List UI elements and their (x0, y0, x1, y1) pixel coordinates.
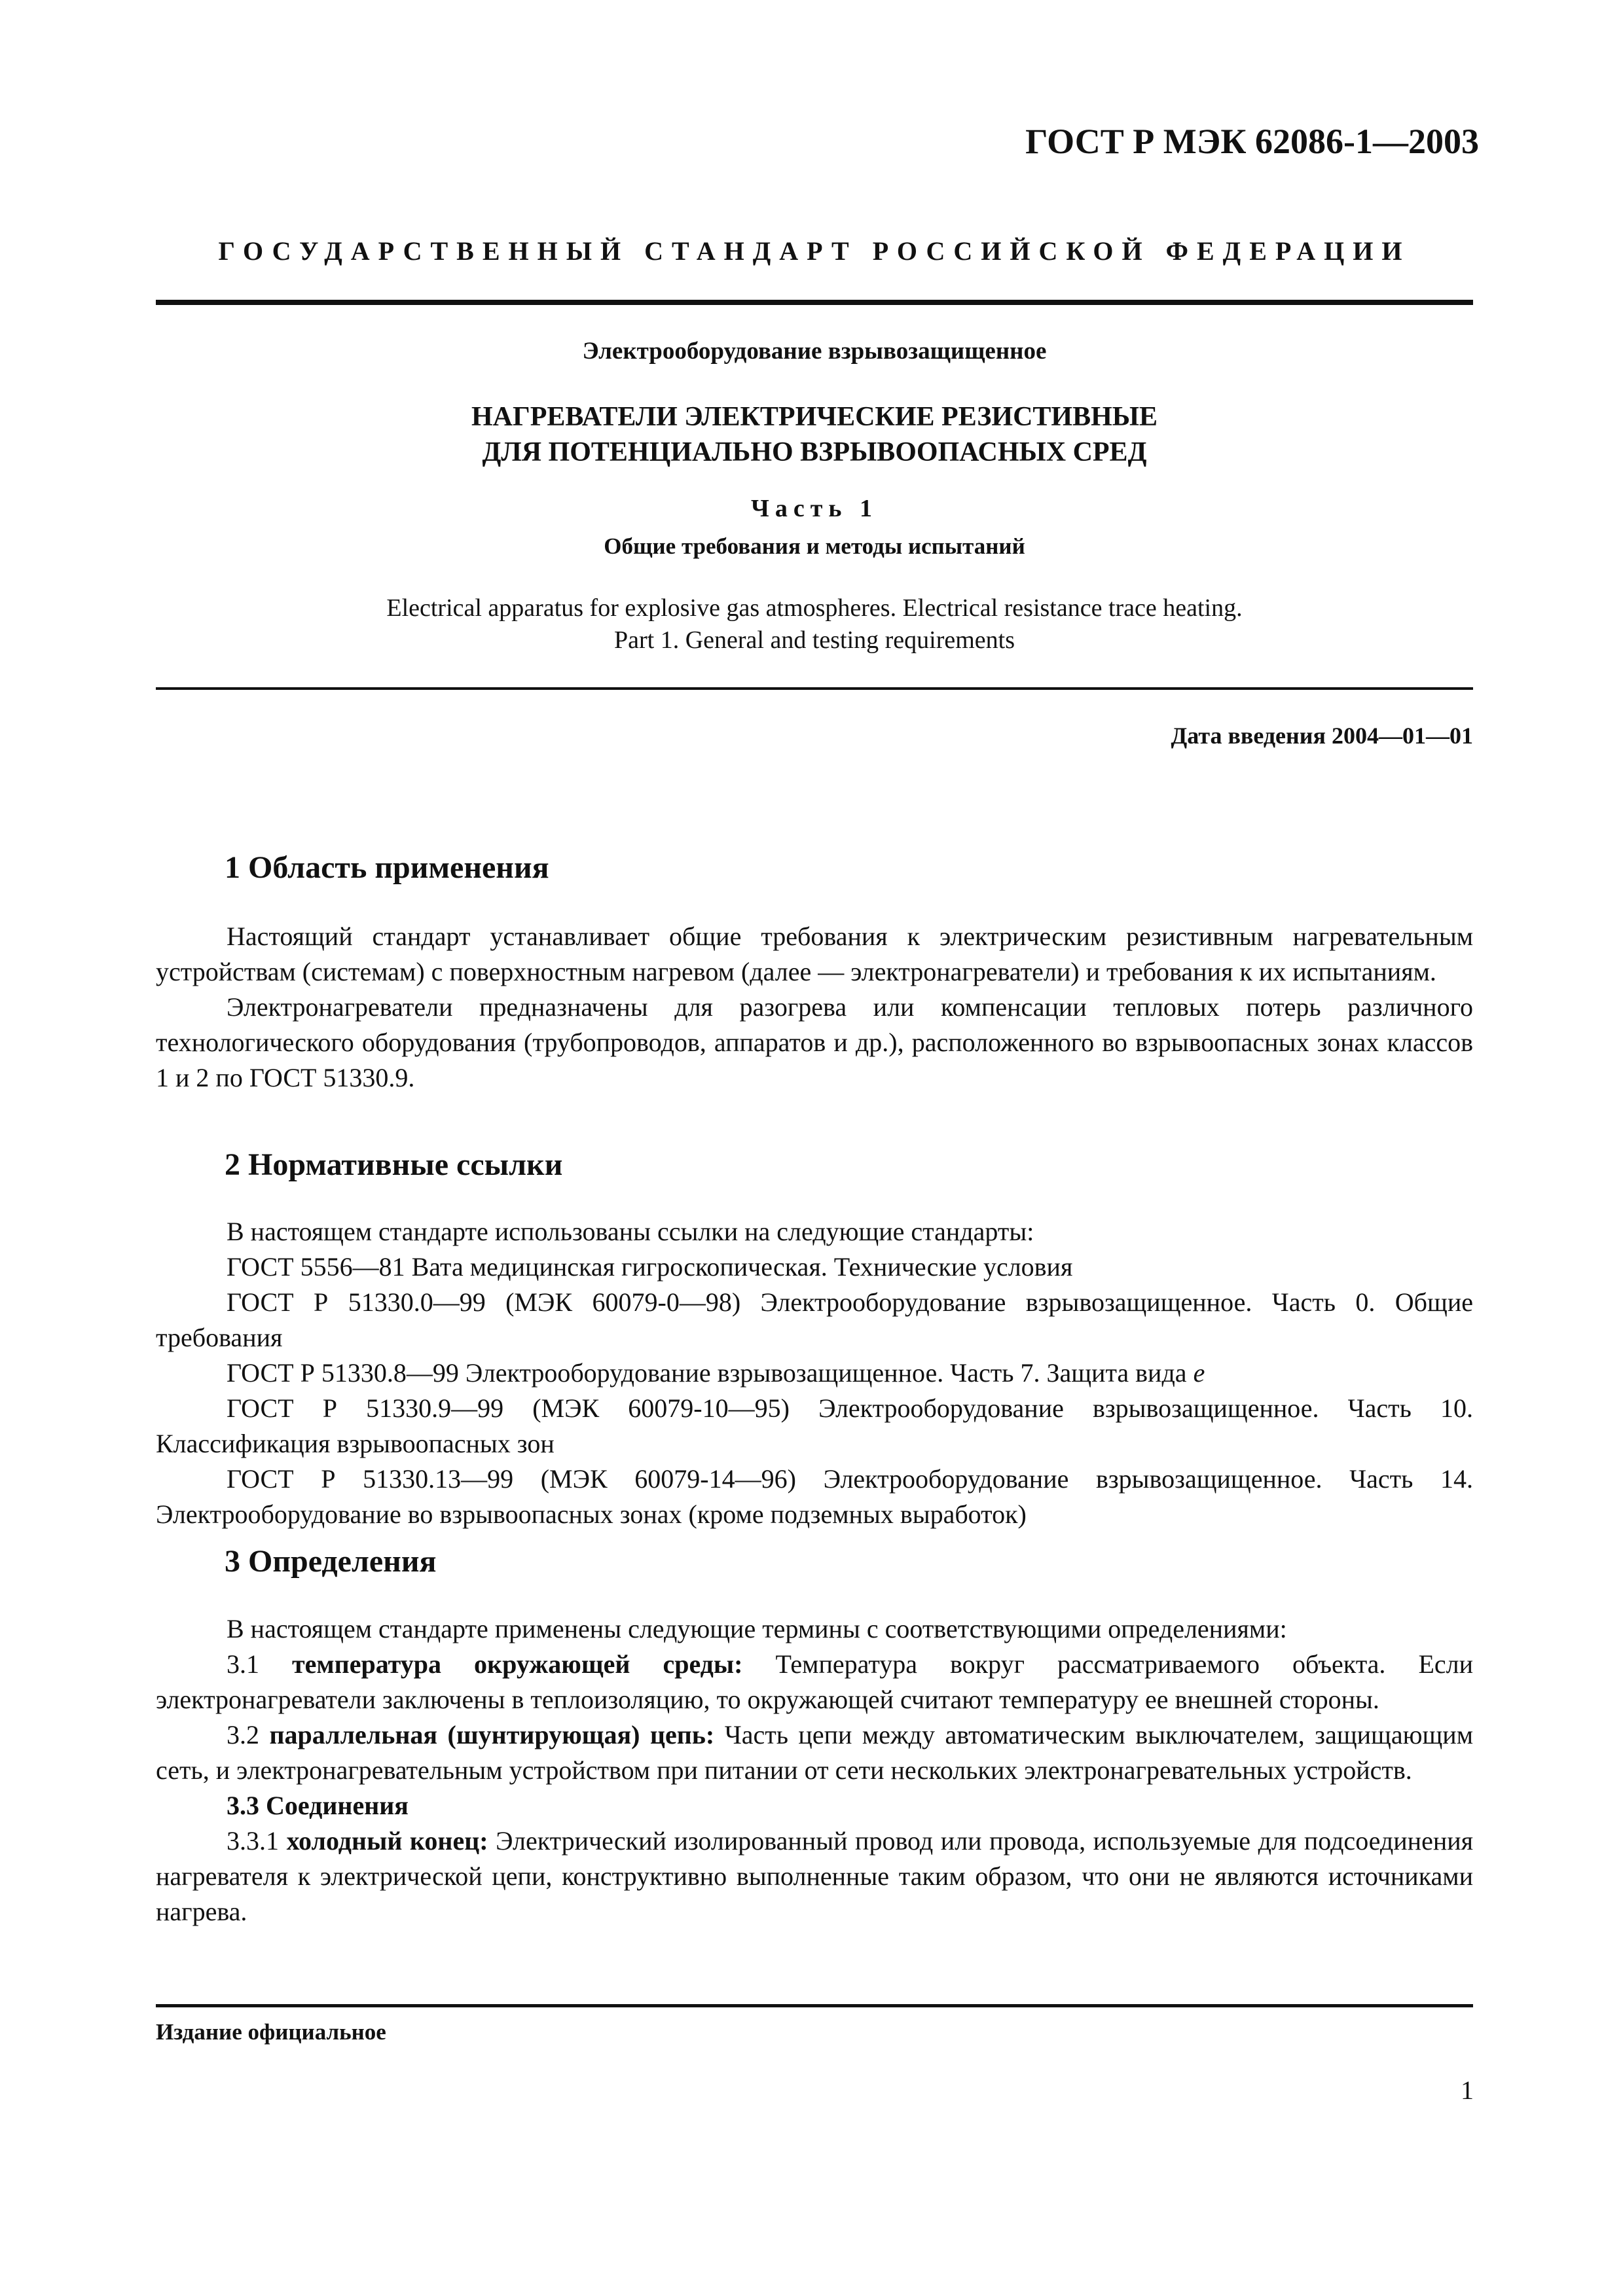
definition-3-3-1 (156, 1823, 1473, 1929)
document-id: ГОСТ Р МЭК 62086-1—2003 (1025, 122, 1479, 161)
state-standard-heading: ГОСУДАРСТВЕННЫЙ СТАНДАРТ РОССИЙСКОЙ ФЕДЕРАЦИИ (218, 236, 1411, 266)
definition-text: Часть цепи между автоматическим выключателем, защищающим сеть, и электронагревательным устройством при питании от сети нескольких электронагревательных устройств. (156, 1720, 1474, 1785)
header-divider (156, 300, 1473, 305)
reference-item: ГОСТ Р 51330.0—99 (МЭК 60079-0—98) Электрооборудование взрывозащищенное. Часть 0. Общие требования (156, 1287, 1473, 1352)
part-label: Часть 1 (750, 495, 878, 522)
introduction-date: Дата введения 2004—01—01 (1171, 723, 1473, 749)
definition-number: 3.2 (227, 1720, 259, 1749)
section-1-paragraph-2: Электронагреватели предназначены для разогрева или компенсации тепловых потерь различного технологического оборудования (трубопроводов, аппаратов и др.), расположенного во взрывоопасных зонах классов 1 и 2 по ГОСТ 51330.9. (156, 992, 1473, 1092)
references-intro: В настоящем стандарте использованы ссылки на следующие стандарты: (227, 1217, 1034, 1246)
definition-3-3 (156, 1788, 1473, 1823)
definition-term: температура окружающей среды: (292, 1649, 743, 1679)
section-2-body (156, 1214, 1473, 1532)
section-1-paragraph-1: Настоящий стандарт устанавливает общие требования к электрическим резистивным нагревательным устройствам (системам) с поверхностным нагревом (далее — электронагреватели) и требования к их испытаниям. (156, 922, 1473, 986)
english-title (156, 592, 1473, 656)
document-subtitle: Электрооборудование взрывозащищенное (582, 338, 1047, 365)
definition-number: 3.3.1 (227, 1826, 279, 1856)
definition-3-1 (156, 1647, 1473, 1717)
footer-divider (156, 2004, 1473, 2007)
reference-text: ГОСТ Р 51330.8—99 Электрооборудование взрывозащищенное. Часть 7. Защита вида (227, 1358, 1194, 1388)
part-subtitle: Общие требования и методы испытаний (604, 533, 1025, 559)
document-title (156, 399, 1473, 470)
definition-heading: 3.3 Соединения (227, 1791, 409, 1820)
section-3-heading: 3 Определения (225, 1544, 437, 1579)
definitions-intro: В настоящем стандарте применены следующие термины с соответствующими определениями: (227, 1614, 1287, 1643)
reference-item: ГОСТ Р 51330.9—99 (МЭК 60079-10—95) Электрооборудование взрывозащищенное. Часть 10. Классификация взрывоопасных зон (156, 1393, 1473, 1458)
page-number: 1 (1461, 2075, 1474, 2105)
english-title-line-1: Electrical apparatus for explosive gas atmospheres. Electrical resistance trace heating. (386, 594, 1243, 622)
section-1-body (156, 919, 1473, 1096)
definition-number: 3.1 (227, 1649, 259, 1679)
definition-text: Электрический изолированный провод или провода, используемые для подсоединения нагревателя к электрической цепи, конструктивно выполненные таким образом, что они не являются источниками нагрева. (156, 1826, 1474, 1926)
protection-type-symbol: е (1193, 1358, 1205, 1388)
english-title-line-2: Part 1. General and testing requirements (613, 626, 1015, 654)
title-line-2: ДЛЯ ПОТЕНЦИАЛЬНО ВЗРЫВООПАСНЫХ СРЕД (482, 437, 1147, 467)
definition-text: Температура вокруг рассматриваемого объекта. Если электронагреватели заключены в теплоизоляцию, то окружающей считают температуру ее внешней стороны. (156, 1649, 1473, 1714)
reference-item (156, 1355, 1473, 1391)
title-line-1: НАГРЕВАТЕЛИ ЭЛЕКТРИЧЕСКИЕ РЕЗИСТИВНЫЕ (471, 402, 1158, 432)
section-2-heading: 2 Нормативные ссылки (225, 1147, 563, 1182)
reference-item: ГОСТ 5556—81 Вата медицинская гигроскопическая. Технические условия (227, 1252, 1073, 1282)
definition-term: параллельная (шунтирующая) цепь: (269, 1720, 715, 1749)
section-1-heading: 1 Область применения (225, 850, 549, 885)
reference-item: ГОСТ Р 51330.13—99 (МЭК 60079-14—96) Электрооборудование взрывозащищенное. Часть 14. Электрооборудование во взрывоопасных зонах (кроме подземных выработок) (156, 1464, 1473, 1529)
section-3-body (156, 1611, 1473, 1929)
title-divider (156, 687, 1473, 690)
definition-term: холодный конец: (286, 1826, 488, 1856)
definition-3-2 (156, 1717, 1473, 1788)
official-edition-label: Издание официальное (156, 2019, 386, 2045)
